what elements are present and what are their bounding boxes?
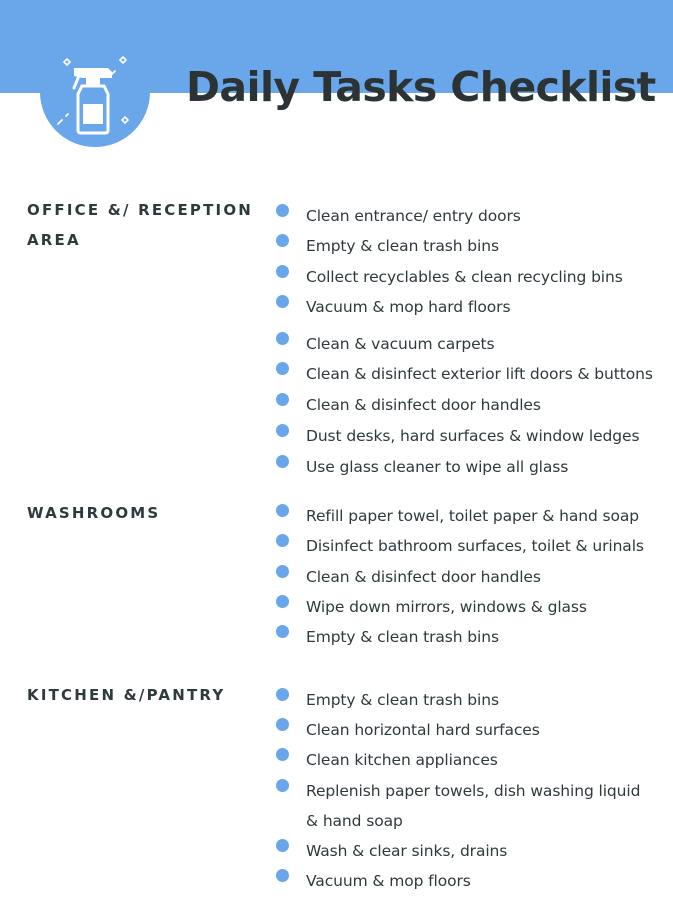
bullet-dot-icon xyxy=(276,204,289,217)
section-label-line: OFFICE &/ RECEPTION xyxy=(27,201,254,219)
bullet-dot-icon xyxy=(276,362,289,375)
bullet-dot-icon xyxy=(276,869,289,882)
bullet-dot-icon xyxy=(276,295,289,308)
bullet-dot-icon xyxy=(276,718,289,731)
bullet-dot-icon xyxy=(276,625,289,638)
spray-bottle-icon xyxy=(50,50,138,136)
bullet-dot-icon xyxy=(276,534,289,547)
page-title: Daily Tasks Checklist xyxy=(186,63,656,111)
section-label-line: WASHROOMS xyxy=(27,504,161,522)
section-label-washrooms xyxy=(27,498,160,528)
bullet-dot-icon xyxy=(276,234,289,247)
section-label-kitchen xyxy=(27,680,225,710)
bullet-dot-icon xyxy=(276,393,289,406)
bullet-dot-icon xyxy=(276,595,289,608)
bullet-dot-icon xyxy=(276,779,289,792)
bullet-dot-icon xyxy=(276,688,289,701)
bullet-dot-icon xyxy=(276,455,289,468)
section-label-line: KITCHEN &/PANTRY xyxy=(27,686,226,704)
bullet-dot-icon xyxy=(276,839,289,852)
bullet-dot-icon xyxy=(276,748,289,761)
section-label-line: AREA xyxy=(27,231,81,249)
bullet-dot-icon xyxy=(276,424,289,437)
bullet-dot-icon xyxy=(276,265,289,278)
bullet-dot-icon xyxy=(276,565,289,578)
bullet-dot-icon xyxy=(276,504,289,517)
bullet-dot-icon xyxy=(276,332,289,345)
section-label-office xyxy=(27,195,253,255)
